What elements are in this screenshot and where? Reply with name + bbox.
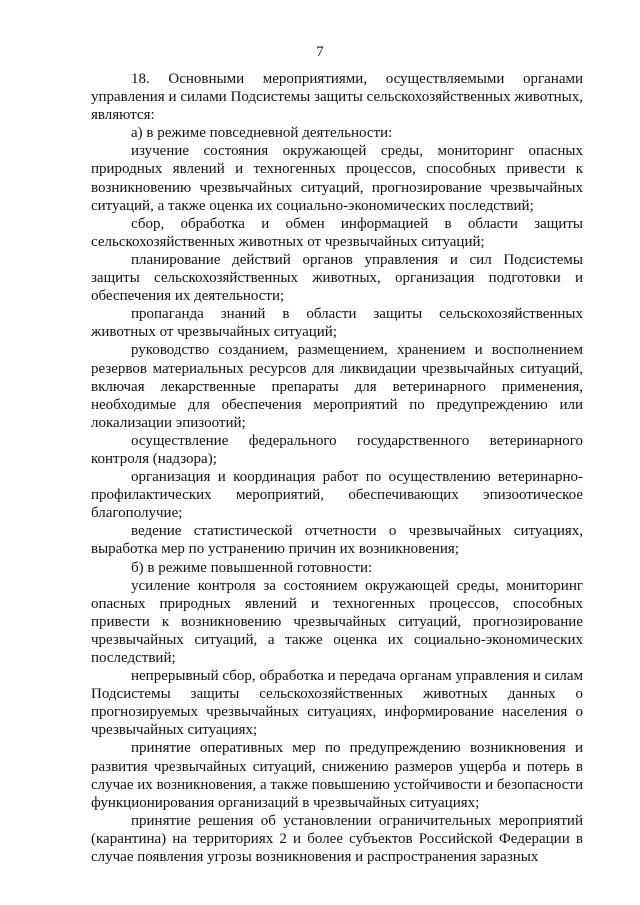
paragraph: сбор, обработка и обмен информацией в области защиты сельскохозяйственных животных от чрезвычайных ситуаций;	[91, 215, 583, 250]
paragraph-mode-high-readiness: б) в режиме повышенной готовности:	[131, 559, 373, 576]
paragraph: ведение статистической отчетности о чрезвычайных ситуациях, выработка мер по устранению причин их возникновения;	[91, 523, 583, 558]
paragraph: принятие решения об установлении ограничительных мероприятий (карантина) на территориях 2 и более субъектов Российской Федерации в случае появления угрозы возникновения и распространения заразных	[91, 812, 583, 866]
paragraph: принятие оперативных мер по предупреждению возникновения и развития чрезвычайных ситуаций, снижению размеров ущерба и потерь в случае их возникновения, а также повышению устойчивости и безопасности функционирования организаций в чрезвычайных ситуациях;	[91, 740, 583, 811]
paragraph: организация и координация работ по осуществлению ветеринарно-профилактических мероприятий, обеспечивающих эпизоотическое благополучие;	[91, 469, 583, 522]
paragraph: непрерывный сбор, обработка и передача органам управления и силам Подсистемы защиты сельскохозяйственных животных данных о прогнозируемых чрезвычайных ситуациях, информирование населения о чрезвычайных ситуациях;	[91, 668, 583, 739]
paragraph-mode-daily: а) в режиме повседневной деятельности:	[131, 125, 393, 142]
paragraph: усиление контроля за состоянием окружающей среды, мониторинг опасных природных явлений и техногенных процессов, способных привести к возникновению чрезвычайных ситуаций, прогнозирование чрезвычайных ситуаций, а также оценка их социально-экономических последствий;	[91, 577, 583, 666]
paragraph-18-intro: 18. Основными мероприятиями, осуществляемыми органами управления и силами Подсистемы защиты сельскохозяйственных животных, являются:	[91, 71, 583, 124]
paragraph: изучение состояния окружающей среды, мониторинг опасных природных явлений и техногенных процессов, способных привести к возникновению чрезвычайных ситуаций, прогнозирование чрезвычайных ситуаций, а также оценка их социально-экономических последствий;	[91, 143, 583, 214]
paragraph: осуществление федерального государственного ветеринарного контроля (надзора);	[91, 432, 583, 467]
page-number: 7	[316, 44, 324, 60]
paragraph: планирование действий органов управления и сил Подсистемы защиты сельскохозяйственных животных, организация подготовки и обеспечения их деятельности;	[91, 251, 583, 305]
paragraph: пропаганда знаний в области защиты сельскохозяйственных животных от чрезвычайных ситуаций;	[91, 306, 583, 341]
paragraph: руководство созданием, размещением, хранением и восполнением резервов материальных ресурсов для ликвидации чрезвычайных ситуаций, включая лекарственные препараты для ветеринарного применения, необходимые для обеспечения мероприятий по предупреждению или локализации эпизоотий;	[91, 342, 583, 431]
document-body	[91, 70, 583, 866]
